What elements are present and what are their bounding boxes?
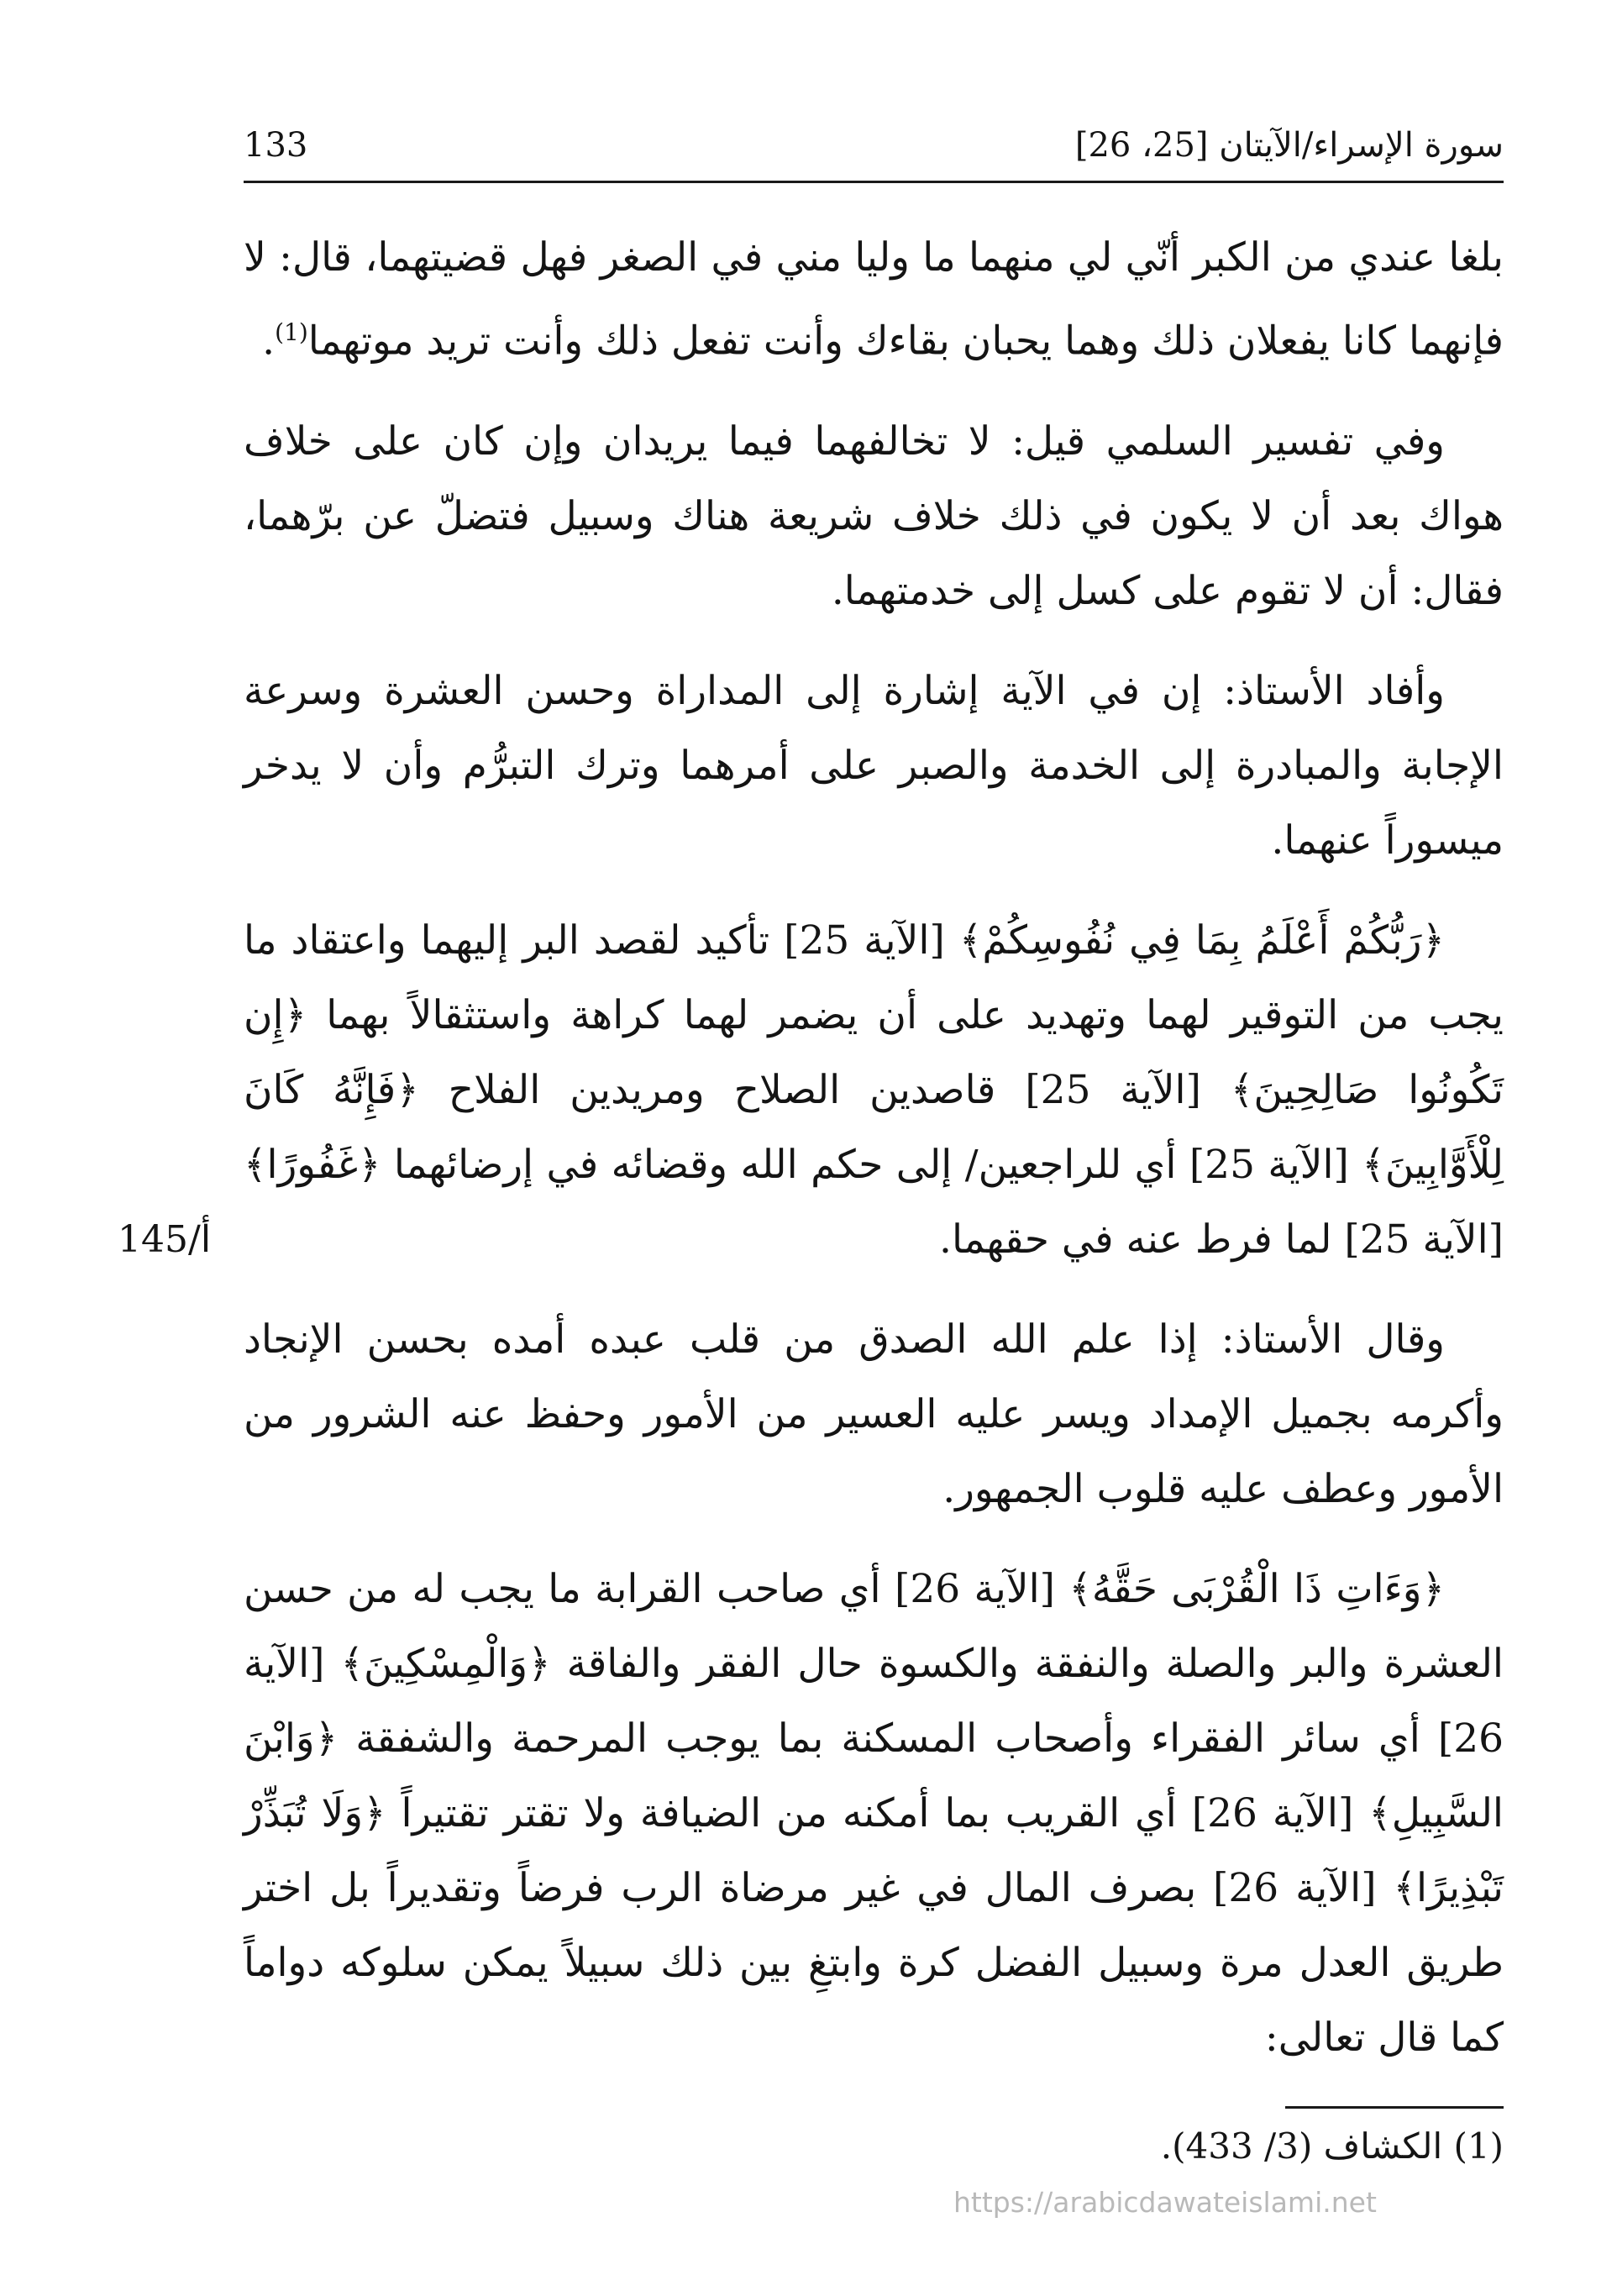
paragraph-5: وقال الأستاذ: إذا علم الله الصدق من قلب عبده أمده بحسن الإنجاد وأكرمه بجميل الإمداد ويسر عليه العسير من الأمور وحفظ عنه الشرور من الأمور وعطف عليه قلوب الجمهور. [244,1316,1504,1512]
running-header [244,126,1504,173]
paragraph-1 [244,220,1504,379]
paragraph-6: ﴿وَءَاتِ ذَا الْقُرْبَى حَقَّهُ﴾ [الآية 26] أي صاحب القرابة ما يجب له من حسن العشرة والبر والصلة والنفقة والكسوة حال الفقر والفاقة ﴿وَالْمِسْكِينَ﴾ [الآية 26] أي سائر الفقراء وأصحاب المسكنة بما يوجب المرحمة والشفقة ﴿وَابْنَ السَّبِيلِ﴾ [الآية 26] أي القريب بما أمكنه من الضيافة ولا تقتر تقتيراً ﴿وَلَا تُبَذِّرْ تَبْذِيرًا﴾ [الآية 26] بصرف المال في غير مرضاة الرب فرضاً وتقديراً بل اختر طريق العدل مرة وسبيل الفضل كرة وابتغِ بين ذلك سبيلاً يمكن سلوكه دواماً كما قال تعالى: [244,1565,1504,2061]
footnote-divider [1285,2106,1504,2109]
surah-title: سورة الإسراء/الآيتان [25، 26] [1074,126,1504,165]
paragraph-4: ﴿رَبُّكُمْ أَعْلَمُ بِمَا فِي نُفُوسِكُمْ﴾ [الآية 25] تأكيد لقصد البر إليهما واعتقاد ما يجب من التوقير لهما وتهديد على أن يضمر لهما كراهة واستثقالاً بهما ﴿إِن تَكُونُوا صَالِحِينَ﴾ [الآية 25] قاصدين الصلاح ومريدين الفلاح ﴿فَإِنَّهُ كَانَ لِلْأَوَّابِينَ﴾ [الآية 25] أي للراجعين/ إلى حكم الله وقضائه في إرضائهما ﴿غَفُورًا﴾ [الآية 25] لما فرط عنه في حقهما. [244,917,1504,1263]
paragraph-3: وأفاد الأستاذ: إن في الآية إشارة إلى المداراة وحسن العشرة وسرعة الإجابة والمبادرة إلى الخدمة والصبر على أمرهما وترك التبرُّم وأن لا يدخر ميسوراً عنهما. [244,667,1504,864]
footnote-ref[interactable]: (1) [275,318,308,346]
paragraph-1-text: بلغا عندي من الكبر أنّي لي منهما ما وليا مني في الصغر فهل قضيتهما، قال: لا فإنهما كانا يفعلان ذلك وهما يحبان بقاءك وأنت تفعل ذلك وأنت تريد موتهما [244,234,1504,365]
paragraph-2: وفي تفسير السلمي قيل: لا تخالفهما فيما يريدان وإن كان على خلاف هواك بعد أن لا يكون في ذلك خلاف شريعة هناك وسبيل فتضلّ عن برّهما، فقال: أن لا تقوم على كسل إلى خدمتهما. [244,418,1504,614]
manuscript-folio-note: 145/أ [118,1218,212,1261]
footnote: (1) الكشاف (3/ 433). [1160,2125,1504,2167]
page-number: 133 [244,126,308,165]
main-text [244,220,1504,2100]
header-divider [244,181,1504,183]
watermark-url[interactable]: https://arabicdawateislami.net [953,2186,1377,2219]
paragraph-1-tail: . [262,318,276,365]
